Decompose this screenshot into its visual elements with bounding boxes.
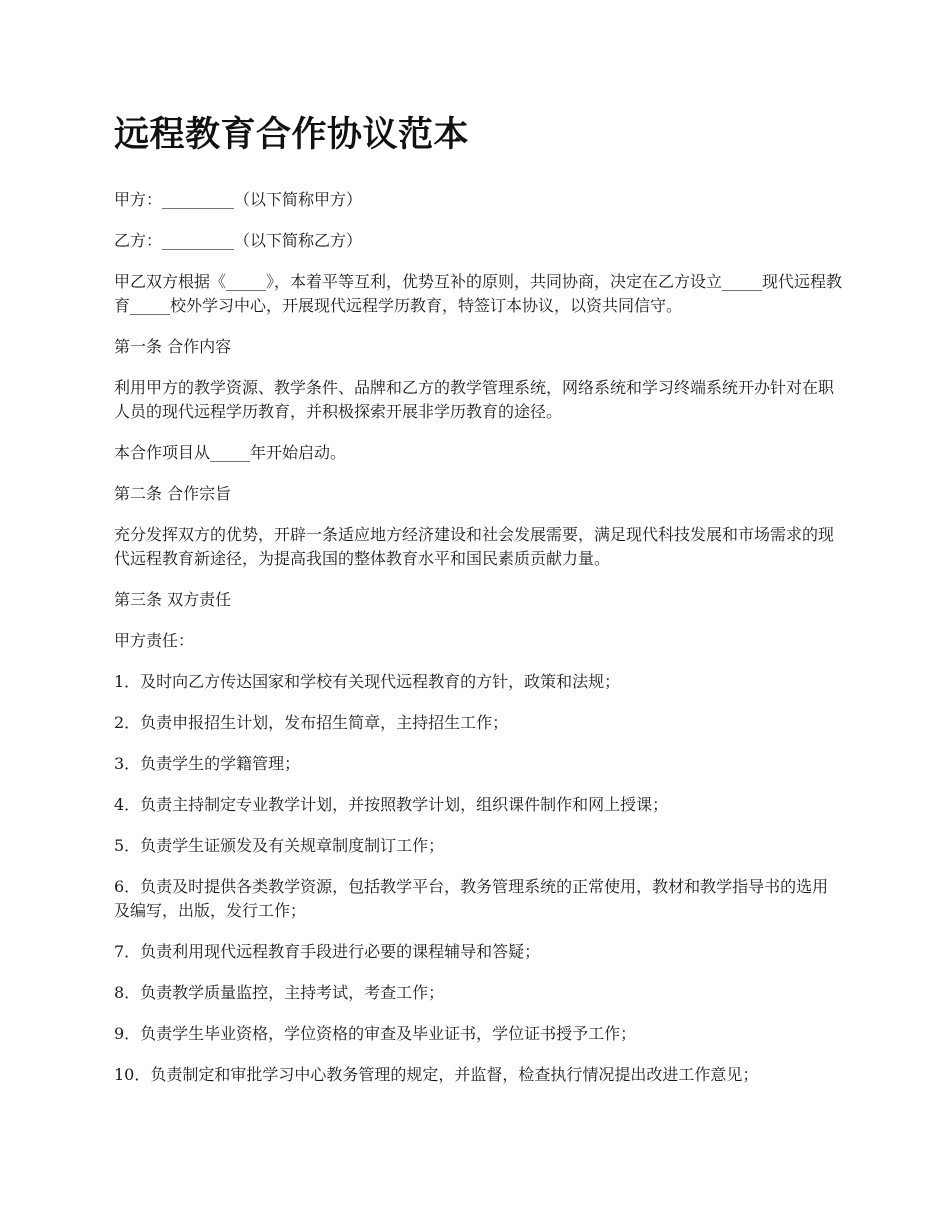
party-b-line: 乙方：_________（以下简称乙方） <box>114 231 363 250</box>
duty-item-5: 5．负责学生证颁发及有关规章制度制订工作； <box>114 836 445 855</box>
duty-item-2: 2．负责申报招生计划，发布招生简章，主持招生工作； <box>114 713 509 732</box>
duty-item-3: 3．负责学生的学籍管理； <box>114 754 301 773</box>
duty-item-9: 9．负责学生毕业资格，学位资格的审查及毕业证书，学位证书授予工作； <box>114 1024 637 1043</box>
document-body <box>114 188 844 1087</box>
duty-item-8: 8．负责教学质量监控，主持考试，考查工作； <box>114 983 445 1002</box>
document-page <box>114 106 844 1104</box>
preamble-paragraph: 甲乙双方根据《_____》，本着平等互利，优势互补的原则，共同协商，决定在乙方设立_____现代远程教育_____校外学习中心，开展现代远程学历教育，特签订本协议，以资共同信守。 <box>114 272 843 315</box>
duty-item-10: 10．负责制定和审批学习中心教务管理的规定，并监督，检查执行情况提出改进工作意见； <box>114 1065 759 1084</box>
article-1-heading: 第一条 合作内容 <box>114 337 232 356</box>
article-3-heading: 第三条 双方责任 <box>114 590 232 609</box>
article-2-heading: 第二条 合作宗旨 <box>114 484 232 503</box>
duty-item-7: 7．负责利用现代远程教育手段进行必要的课程辅导和答疑； <box>114 942 541 961</box>
party-a-line: 甲方：_________（以下简称甲方） <box>114 190 363 209</box>
duty-item-6: 6．负责及时提供各类教学资源，包括教学平台，教务管理系统的正常使用，教材和教学指导书的选用及编写，出版，发行工作； <box>114 877 829 920</box>
article-2-content: 充分发挥双方的优势，开辟一条适应地方经济建设和社会发展需要，满足现代科技发展和市场需求的现代远程教育新途径，为提高我国的整体教育水平和国民素质贡献力量。 <box>114 525 835 568</box>
duty-item-4: 4．负责主持制定专业教学计划，并按照教学计划，组织课件制作和网上授课； <box>114 795 669 814</box>
party-a-duties-heading: 甲方责任： <box>114 631 195 650</box>
document-title: 远程教育合作协议范本 <box>114 115 470 155</box>
duty-item-1: 1．及时向乙方传达国家和学校有关现代远程教育的方针，政策和法规； <box>114 672 621 691</box>
article-1-content: 利用甲方的教学资源、教学条件、品牌和乙方的教学管理系统，网络系统和学习终端系统开办针对在职人员的现代远程学历教育，并积极探索开展非学历教育的途径。 <box>114 378 835 421</box>
project-start-line: 本合作项目从_____年开始启动。 <box>114 443 347 462</box>
